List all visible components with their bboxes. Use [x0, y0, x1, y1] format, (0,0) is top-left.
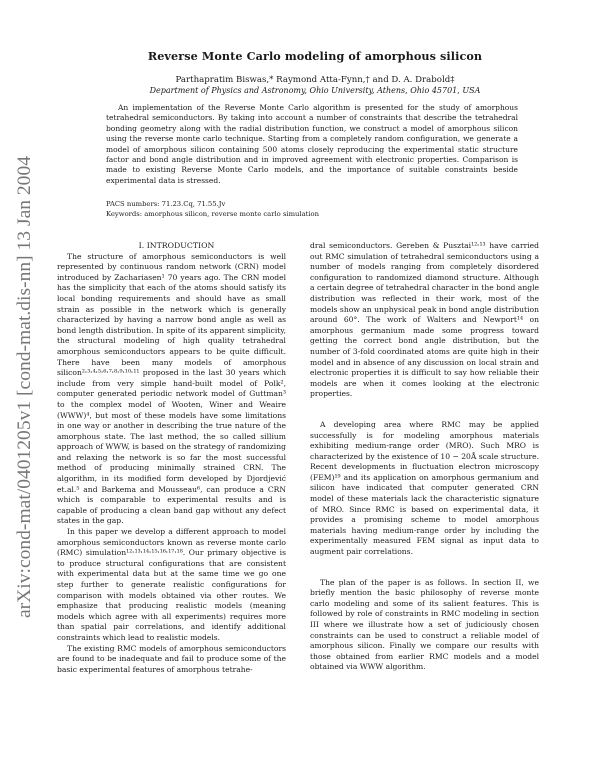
arxiv-id: arXiv:cond-mat/0401205v1 [cond-mat.dis-nn] 13 Jan 2004 — [15, 180, 35, 618]
pacs-block — [106, 200, 518, 219]
author-list: Parthapratim Biswas,* Raymond Atta-Fynn,† and D. A. Drabold‡ — [175, 75, 455, 85]
arxiv-stamp — [4, 150, 44, 620]
paragraph: A developing area where RMC may be applied successfully is for modeling amorphous materials exhibiting medium-range order (MRO). Such MRO is characterized by the existence of 10 − 20Å scale structure. Recent developments in fluctuation electron microscopy (FEM)¹⁹ and its application on amorphous germanium and silicon have indicated that computer generated CRN model of these materials lack the characteristic signature of MRO. Since RMC is based on experimental data, it provides a promising scheme to model amorphous materials having medium-range order by including the experimentally measured FEM signal as input data to augment pair correlations. — [310, 419, 539, 557]
paragraph: dral semiconductors. Gereben & Pusztai¹²˒¹³ have carried out RMC simulation of tetrahedral semiconductors using a number of models ranging from completely disordered configuration to randomized diamond structure. Although a certain degree of tetrahedral character in the bond angle distribution was reflected in their work, most of the models show an unphysical peak in bond angle distribution around 60°. The work of Walters and Newport¹⁴ on amorphous germanium made some progress toward getting the correct bond angle distribution, but the number of 3-fold coordinated atoms are quite high in their model and in absence of any discussion on local strain and electronic properties it is difficult to say how reliable their models are when it comes looking at the electronic properties. — [310, 241, 539, 399]
keywords: Keywords: amorphous silicon, reverse monte carlo simulation — [106, 209, 320, 218]
paragraph: The existing RMC models of amorphous semiconductors are found to be inadequate and fail to produce some of the basic experimental features of amorphous tetrahe- — [57, 643, 286, 674]
paragraph: The plan of the paper is as follows. In section II, we briefly mention the basic philosophy of reverse monte carlo modeling and some of its salient features. This is followed by role of constraints in RMC modeling in section III where we illustrate how a set of judiciously chosen constraints can be used to construct a reliable model of amorphous silicon. Finally we compare our results with those obtained from earlier RMC models and a model obtained via WWW algorithm. — [310, 577, 539, 672]
paragraph: In this paper we develop a different approach to model amorphous semiconductors known as reverse monte carlo (RMC) simulation¹²˒¹³˒¹⁴˒¹⁵˒¹⁶˒¹⁷˒¹⁸. Our primary objective is to produce structural configurations that are consistent with experimental data but at the same time we go one step further to generate realistic configurations for comparison with models obtained via other routes. We emphasize that producing realistic models (meaning models which agree with all experiments) requires more than spatial pair correlations, and identify additional constraints which lead to realistic models. — [57, 527, 286, 642]
paper-title: Reverse Monte Carlo modeling of amorphous silicon — [147, 49, 483, 63]
right-column — [310, 241, 539, 673]
abstract: An implementation of the Reverse Monte Carlo algorithm is presented for the study of amorphous tetrahedral semiconductors. By taking into account a number of constraints that describe the tetrahedral bonding geometry along with the radial distribution function, we construct a model of amorphous silicon using the reverse monte carlo technique. Starting from a completely random configuration, we generate a model of amorphous silicon containing 500 atoms closely reproducing the experimental static structure factor and bond angle distribution and in improved agreement with electronic properties. Comparison is made to existing Reverse Monte Carlo models, and the importance of suitable constraints beside experimental data is stressed. — [106, 103, 518, 185]
paragraph: The structure of amorphous semiconductors is well represented by continuous random network (CRN) model introduced by Zachariasen¹ 70 years ago. The CRN model has the simplicity that each of the atoms should satisfy its local bonding requirements and should have as small strain as possible in the network which is generally characterized by having a narrow bond angle as well as bond length distribution. In spite of its apparent simplicity, the structural modeling of high quality tetrahedral amorphous semiconductors appears to be quite difficult. There have been many models of amorphous silicon²˒³˒⁴˒⁵˒⁶˒⁷˒⁸˒⁹˒¹⁰˒¹¹ proposed in the last 30 years which include from very simple hand-built model of Polk², computer generated periodic network model of Guttman³ to the complex model of Wooten, Winer and Weaire (WWW)⁴, but most of these models have some limitations in one way or another in describing the true nature of the amorphous state. The last method, the so called sillium approach of WWW, is based on the strategy of randomizing and relaxing the network is so far the most successful method of producing minimally strained CRN. The algorithm, in its modified form developed by Djordjević et.al.⁵ and Barkema and Mousseau⁶, can produce a CRN which is comparable to experimental results and is capable of producing a clean band gap without any defect states in the gap. — [57, 251, 286, 526]
spacer — [310, 558, 539, 578]
section-heading: I. INTRODUCTION — [138, 241, 215, 250]
left-column — [57, 241, 286, 675]
affiliation: Department of Physics and Astronomy, Ohio University, Athens, Ohio 45701, USA — [149, 86, 481, 95]
spacer — [310, 400, 539, 420]
pacs-numbers: PACS numbers: 71.23.Cq, 71.55.Jv — [106, 200, 226, 208]
